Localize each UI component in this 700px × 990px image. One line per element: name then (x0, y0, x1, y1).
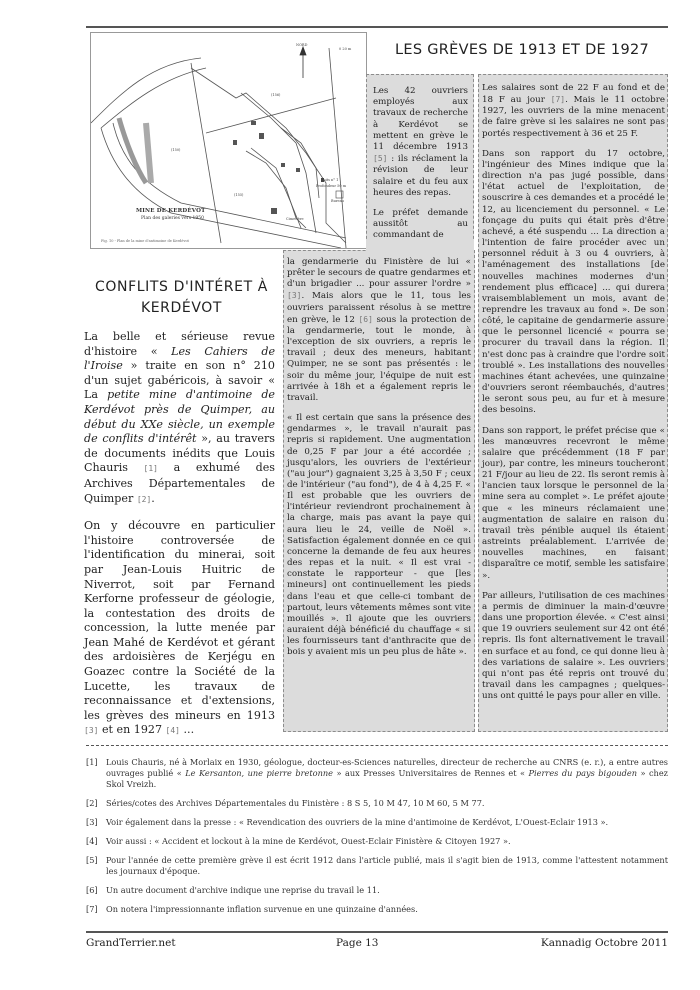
footnote-ref-2[interactable]: [2] (136, 494, 152, 504)
paragraph: La belle et sérieuse revue d'histoire « Les Cahiers de l'Iroise » traite en son n° 210 d'un sujet gabéricois, à savoir « La petite mine d'antimoine de Kerdévot près de Quimper, au début du XXe siècle, un exemple de conflits d'intérêt », au travers de documents inédits que Louis Chauris [1] a exhumé des Archives Départementales de Quimper [2]. (84, 330, 276, 505)
page-footer (86, 937, 668, 953)
map-parcel-label: (156) (271, 93, 281, 97)
footnote-2: [2] Séries/cotes des Archives Départementales du Finistère : 8 S 5, 10 M 47, 10 M 60, 5 M 77. (86, 798, 485, 808)
footnote-ref-3[interactable]: [3] (287, 291, 302, 301)
footer-rule (86, 931, 668, 933)
paragraph: Par ailleurs, l'utilisation de ces machines a permis de diminuer la main-d'œuvre dans une proportion élevée. « C'est ainsi que 19 ouvriers seulement sur 42 ont été repris. Ils font alternativement le travail en surface et au fond, ce qui donne lieu à des variations de salaire ». Les ouvriers qui n'ont pas été repris ont trouvé du travail dans les campagnes ; quelques-uns ont quitté le pays pour aller en ville. (482, 590, 665, 702)
footnote-ref-4[interactable]: [4] (165, 726, 180, 736)
header-rule (86, 26, 668, 28)
footnote-ref-7[interactable]: [7] (550, 95, 566, 105)
mine-map-drawing (91, 33, 366, 248)
conflits-article (84, 330, 275, 751)
map-scale-label: 0 20 m (339, 47, 352, 51)
map-parcel-label: (150) (171, 148, 181, 152)
strike-1913-intro (373, 86, 468, 251)
footer-site[interactable]: GrandTerrier.net (86, 937, 176, 949)
map-parcel-label: (155) (234, 193, 244, 197)
footnote-3: [3] Voir également dans la presse : « Revendication des ouvriers de la mine d'antimoine de Kerdévot, L'Ouest-Eclair 1913 ». (86, 817, 609, 827)
footer-page-number: Page 13 (336, 937, 379, 949)
paragraph: la gendarmerie du Finistère de lui « prêter le secours de quatre gendarmes et d'un brigadier ... pour assurer l'ordre » [3]. Mais alors que le 11, tous les ouvriers paraissent résolus à se mettre en grève, le 12 [6] sous la protection de la gendarmerie, tout le monde, à l'exception de six ouvriers, a repris le travail ; deux des meneurs, habitant Quimper, ne se sont pas présentés : le soir du même jour, l'équipe de nuit est arrivée à 18h et a également repris le travail. (287, 257, 471, 403)
footnote-1: [1] Louis Chauris, né à Morlaix en 1930, géologue, docteur-es-Sciences naturelles, directeur de recherche au CNRS (e. r.), a entre autres ouvrages publié « Le Kersanton, une pierre bretonne » aux Presses Universitaires de Rennes et « Pierres du pays bigouden » chez Skol Vreizh. (86, 757, 668, 789)
mine-map-figure (90, 32, 367, 249)
footnote-ref-6[interactable]: [6] (358, 314, 373, 324)
map-depth-label: Profondeur 50 m (316, 184, 347, 188)
map-caption: Fig. 10 - Plan de la mine d'antimoine de Kerdévot (101, 239, 189, 243)
map-north-label: NORD (296, 43, 308, 47)
footnote-7: [7] On notera l'impressionnante inflation survenue en une quinzaine d'années. (86, 904, 418, 914)
map-cemetery-label: Cimetière (286, 217, 304, 221)
strike-1913-body (287, 257, 471, 667)
section-heading-conflits: CONFLITS D'INTÉRET À KERDÉVOT (95, 279, 268, 316)
footnote-ref-1[interactable]: [1] (143, 464, 158, 474)
footnote-ref-3[interactable]: [3] (84, 726, 99, 736)
strike-1927-body (482, 83, 665, 711)
footnote-ref-5[interactable]: [5] (373, 154, 388, 164)
footnote-5: [5] Pour l'année de cette première grève il est écrit 1912 dans l'article publié, mais il s'agit bien de 1913, comme l'attestent notamment les journaux d'époque. (86, 855, 668, 876)
paragraph: Les salaires sont de 22 F au fond et de 18 F au jour [7]. Mais le 11 octobre 1927, les ouvriers de la mine menacent de faire grève si les salaires ne sont pas portés respectivement à 36 et 25 F. (482, 83, 665, 139)
map-title: MINE DE KERDÉVOT (136, 208, 206, 214)
paragraph: Dans son rapport du 17 octobre, l'ingénieur des Mines indique que la direction n'a pas jugé possible, dans l'état actuel de l'exploitation, de souscrire à ces demandes et a procédé le 12, au licenciement du personnel. « Le fonçage du puits qui était près d'être achevé, a été suspendu ... La direction a l'intention de faire procéder avec un personnel réduit à 3 ou 4 ouvriers, à l'aménagement des installations [de nouvelles machines modernes d'un rendement plus efficace] ... qui durera vraisemblablement un mois, avant de reprendre les travaux au fond ». De son côté, le capitaine de gendarmerie assure que le personnel licencié « pourra se procurer du travail dans la région. Il n'est donc pas à craindre que l'ordre soit troublé ». Les installations des nouvelles machines étant achevées, une quinzaine d'ouvriers seront réembauchés, d'autres le seront sous peu, au fur et à mesure des besoins. (482, 148, 665, 416)
paragraph: Les 42 ouvriers employés aux travaux de recherche à Kerdévot se mettent en grève le 11 décembre 1913 [5] : ils réclament la révision de leur salaire et du feu aux heures des repas. (373, 86, 468, 198)
paragraph: On y découvre en particulier l'histoire controversée de l'identification du minerai, soit par Jean-Louis Huitric de Niverrot, soit par Fernand Kerforne professeur de géologie, la contestation des droits de concession, la lutte menée par Jean Mahé de Kerdévot et gérant des ardoisières de Kerjégu en Goazec contre la Société de la Lucette, les travaux de reconnaissance et d'extensions, les grèves des mineurs en 1913 [3] et en 1927 [4] ... (84, 519, 275, 737)
footer-issue: Kannadig Octobre 2011 (540, 937, 668, 949)
paragraph: « Il est certain que sans la présence des gendarmes », le travail n'aurait pas repris si rapidement. Une augmentation de 0,25 F par jour a été accordée ; jusqu'alors, les ouvriers de l'extérieur ("au jour") gagnaient 3,25 à 3,50 F ; ceux de l'intérieur ("au fond"), de 4 à 4,25 F. « Il est probable que les ouvriers de l'intérieur reviendront prochainement à la charge, mais pas avant la paye qui aura lieu le 24, veille de Noël ». Satisfaction également donnée en ce qui concerne la demande de feu aux heures des repas et la nuit. « Il est vrai - constate le rapporteur - que [les mineurs] ont continuellement les pieds dans l'eau et que celle-ci tombant de partout, leurs vêtements mêmes sont vite mouillés ». Il ajoute que les ouvriers auraient déjà bénéficié du chauffage « si les fournisseurs tant d'anthracite que de bois y avaient mis un peu plus de hâte ». (287, 413, 471, 658)
footnote-4: [4] Voir aussi : « Accident et lockout à la mine de Kerdévot, Ouest-Eclair Finistère & Citoyen 1927 ». (86, 836, 511, 846)
map-puits-label: Puits n° 1 (321, 178, 339, 182)
footnote-6: [6] Un autre document d'archive indique une reprise du travail le 11. (86, 885, 380, 895)
footnotes (86, 757, 668, 923)
map-bureau-label: Bureau (331, 199, 344, 203)
footnote-separator (86, 745, 668, 746)
section-heading-greves: LES GRÈVES DE 1913 ET DE 1927 (395, 42, 650, 58)
paragraph: Le préfet demande aussitôt au commandant de (373, 208, 468, 241)
map-subtitle: Plan des galeries vers 1950 (141, 216, 204, 221)
paragraph: Dans son rapport, le préfet précise que « les manœuvres recevront le même salaire que précédemment (18 F par jour), par contre, les mineurs toucheront 21 F/jour au lieu de 22. Ils seront remis à l'ancien taux lorsque le personnel de la mine sera au complet ». Le préfet ajoute que « les mineurs réclamaient une augmentation de salaire en raison du travail très pénible auquel ils étaient astreints préalablement. L'arrivée de nouvelles machines, en faisant disparaître ce motif, semble les satisfaire ». (482, 425, 665, 581)
